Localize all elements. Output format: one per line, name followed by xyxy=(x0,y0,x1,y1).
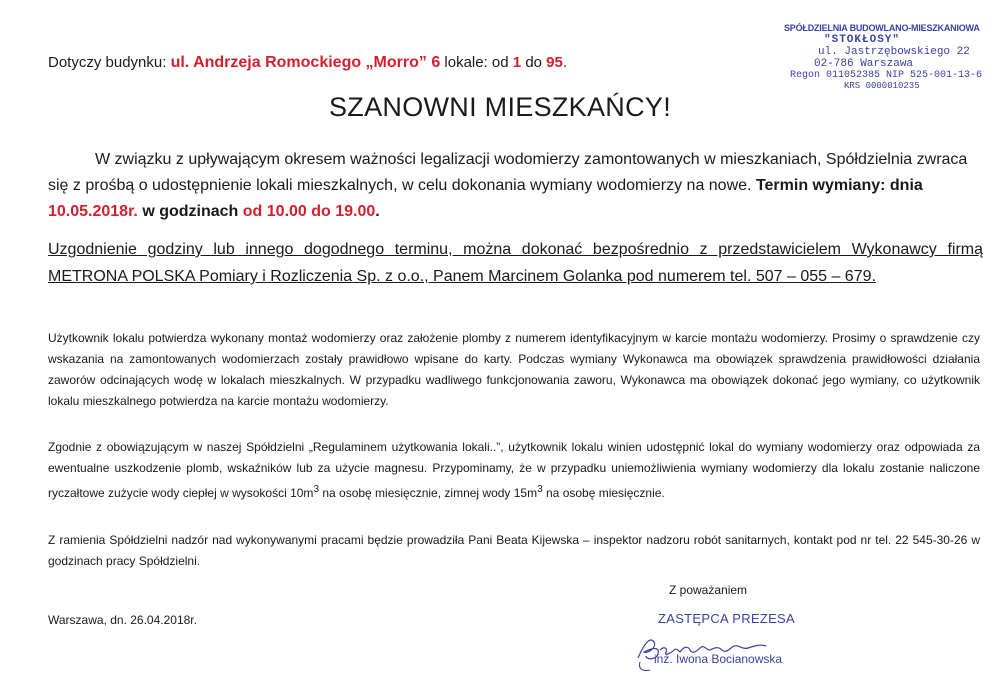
day-label: dnia xyxy=(889,177,923,194)
building-address: ul. Andrzeja Romockiego „Morro” 6 xyxy=(170,54,441,71)
exchange-date: 10.05.2018r. xyxy=(48,203,138,220)
building-end: . xyxy=(562,54,568,71)
stamp-regon-nip: Regon 011052385 NIP 525-001-13-6 xyxy=(790,70,983,81)
handwritten-signature xyxy=(630,624,770,674)
hours-label: w godzinach xyxy=(142,203,239,220)
intro-paragraph xyxy=(48,147,978,225)
closing-regards: Z poważaniem xyxy=(669,583,748,597)
page-title: SZANOWNI MIESZKAŃCY! xyxy=(328,92,672,122)
exchange-hours: od 10.00 do 19.00 xyxy=(242,203,376,220)
rules-text-2: na osobę miesięcznie, zimnej wody 15m xyxy=(319,486,538,500)
units-to-label: do xyxy=(525,54,542,71)
stamp-krs: KRS 0000010235 xyxy=(844,81,920,91)
intro-text: W związku z upływającym okresem ważności legalizacji wodomierzy zamontowanych w mieszkaniach, Spółdzielnia zwraca się z prośbą o udostępnienie lokali mieszkalnych, w celu dokonania wymiany wodomierzy na nowe. xyxy=(48,151,968,194)
contact-paragraph: Uzgodnienie godziny lub innego dogodnego terminu, można dokonać bezpośrednio z przedstawicielem Wykonawcy firmą METRONA POLSKA Pomiary i Rozliczenia Sp. z o.o., Panem Marcinem Golanka pod numerem tel. 507 – 055 – 679. xyxy=(48,241,983,285)
rules-paragraph xyxy=(48,437,980,504)
units-to: 95 xyxy=(546,54,563,71)
intro-end: . xyxy=(375,203,380,220)
rules-sup-2: 3 xyxy=(537,484,543,495)
rules-sup-1: 3 xyxy=(313,484,319,495)
rules-text-3: na osobę miesięcznie. xyxy=(542,486,665,500)
units-from: 1 xyxy=(512,54,522,71)
stamp-street: ul. Jastrzębowskiego 22 xyxy=(818,46,970,58)
term-label: Termin wymiany: xyxy=(755,177,886,194)
building-label: Dotyczy budynku: xyxy=(48,54,167,71)
confirmation-paragraph: Użytkownik lokalu potwierdza wykonany montaż wodomierzy oraz założenie plomby z numerem identyfikacyjnym w karcie montażu wodomierzy. Prosimy o sprawdzenie czy wskazania na zamontowanych wodomierzach zostały prawidłowo wpisane do karty. Podczas wymiany Wykonawca ma obowiązek sprawdzenia prawidłowości działania zaworów odcinających wodę w lokalach mieszkalnych. W przypadku wadliwego funkcjonowania zaworu, Wykonawca ma obowiązek dokonać jego wymiany, co użytkownik lokalu mieszkalnego potwierdza na karcie montażu wodomierzy. xyxy=(48,331,980,408)
units-label: lokale: od xyxy=(444,54,509,71)
signer-name: inż. Iwona Bocianowska xyxy=(654,652,783,666)
inspector-paragraph: Z ramienia Spółdzielni nadzór nad wykonywanymi pracami będzie prowadziła Pani Beata Kijewska – inspektor nadzoru robót sanitarnych, kontakt pod nr tel. 22 545-30-26 w godzinach pracy Spółdzielni. xyxy=(48,533,980,568)
stamp-city: 02-786 Warszawa xyxy=(814,58,914,70)
cooperative-stamp xyxy=(784,22,996,92)
signer-role: ZASTĘPCA PREZESA xyxy=(658,611,796,626)
rules-text-1: Zgodnie z obowiązującym w naszej Spółdzielni „Regulaminem użytkowania lokali..”, użytkownik lokalu winien udostępnić lokal do wymiany wodomierzy oraz odpowiada za ewentualne uszkodzenie plomb, wskaźników lub za użycie magnesu. Przypominamy, że w przypadku uniemożliwienia wymiany wodomierzy dla lokalu zostanie naliczone ryczałtowe zużycie wody ciepłej w wysokości 10m xyxy=(48,440,980,500)
place-date: Warszawa, dn. 26.04.2018r. xyxy=(48,613,197,627)
building-line xyxy=(48,54,567,72)
stamp-short-name: "STOKŁOSY" xyxy=(824,34,901,46)
stamp-name: SPÓŁDZIELNIA BUDOWLANO-MIESZKANIOWA xyxy=(784,23,980,33)
